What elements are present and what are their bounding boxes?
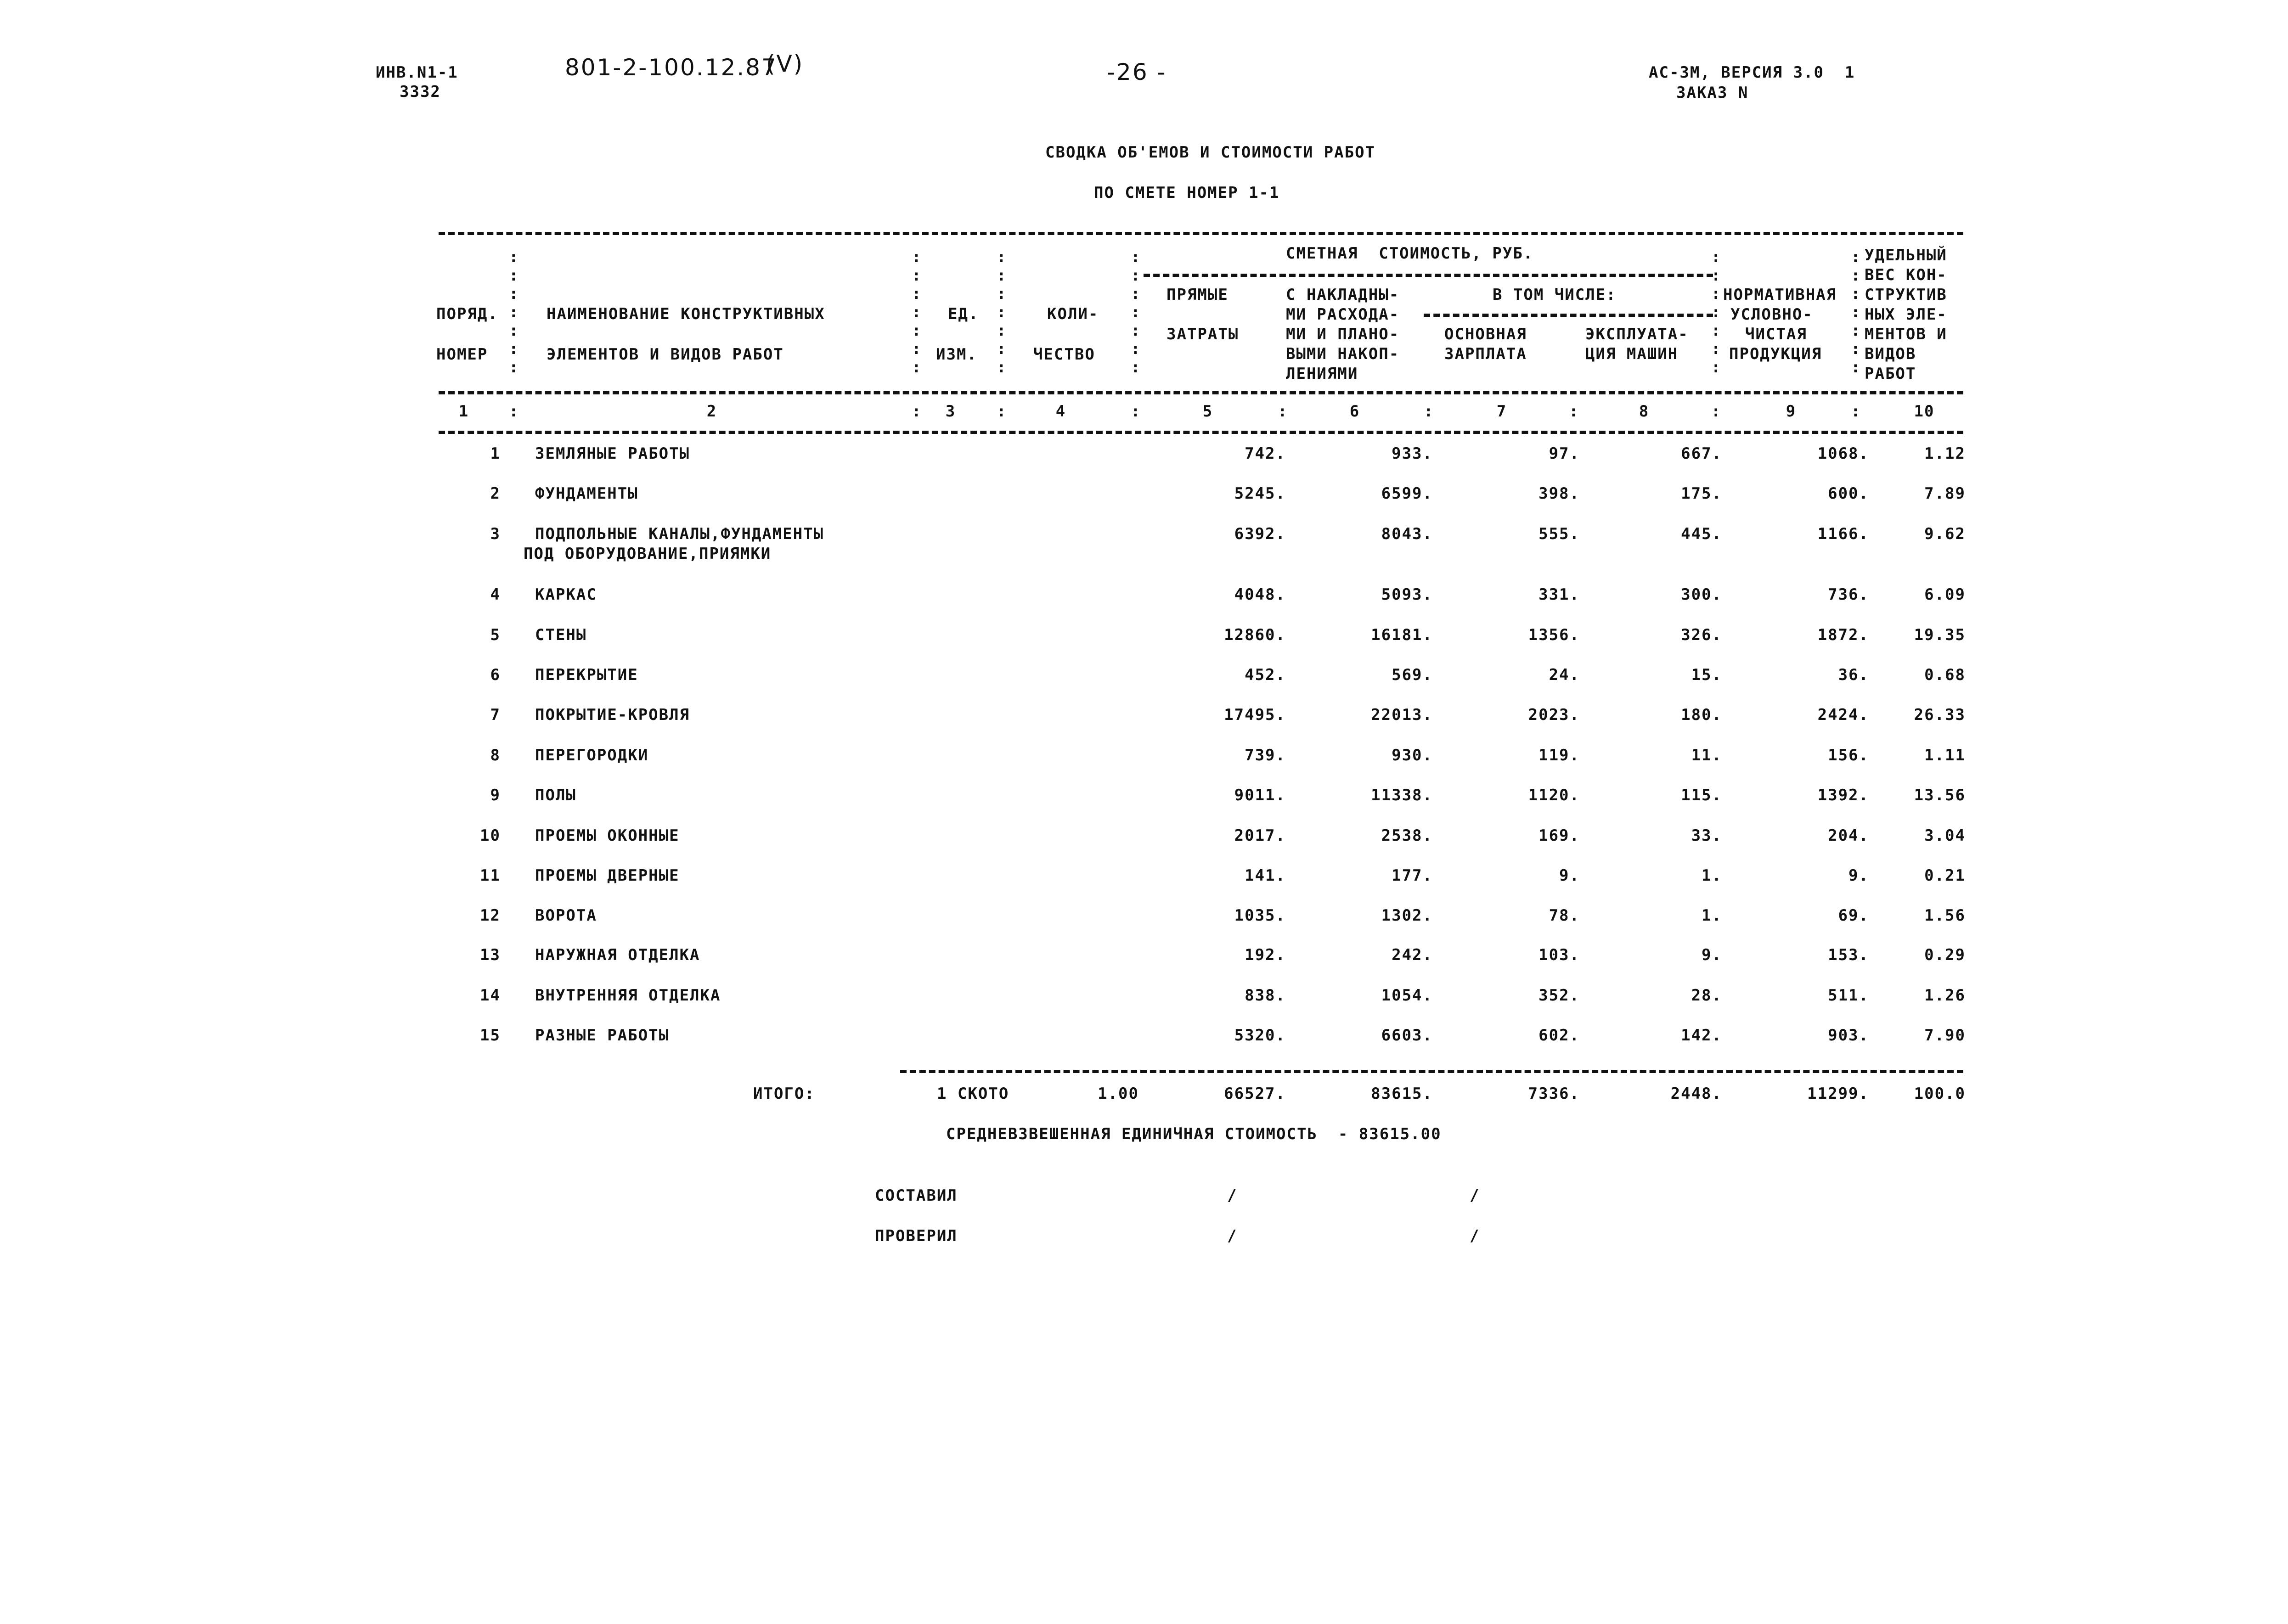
row-name-continuation: ПОД ОБОРУДОВАНИЕ,ПРИЯМКИ [524,545,772,563]
row-number: 11 [480,866,501,885]
cell-direct: 1035. [1234,906,1286,925]
average-cost-line: СРЕДНЕВЗВЕШЕННАЯ ЕДИНИЧНАЯ СТОИМОСТЬ - 83615.00 [946,1125,1442,1143]
total-share: 100.0 [1914,1085,1966,1103]
row-name: НАРУЖНАЯ ОТДЕЛКА [535,946,700,964]
cell-overhead: 22013. [1371,706,1433,724]
row-number: 14 [480,986,501,1005]
cell-product: 600. [1828,484,1869,503]
cell-direct: 2017. [1234,826,1286,845]
column-number: 3 [945,402,956,421]
cell-direct: 5320. [1234,1026,1286,1045]
row-number: 13 [480,946,501,964]
checked-by-label: ПРОВЕРИЛ [875,1227,958,1245]
cell-salary: 398. [1538,484,1580,503]
cell-machines: 11. [1691,746,1722,764]
cell-product: 36. [1838,666,1869,684]
inventory-label: ИНВ.N1-1 [376,63,458,82]
page-number: -26 - [1107,59,1167,85]
cell-direct: 739. [1245,746,1286,764]
col-header-7b: ЗАРПЛАТА [1444,345,1527,363]
col-header-9a: НОРМАТИВНАЯ [1723,286,1837,304]
col-header-4a: КОЛИ- [1047,305,1099,323]
incl-group-header: В ТОМ ЧИСЛЕ: [1493,286,1617,304]
col-header-4b: ЧЕСТВО [1033,345,1095,364]
cell-product: 2424. [1817,706,1869,724]
project-code: 801-2-100.12.87 [565,54,778,81]
cell-share: 1.26 [1924,986,1966,1005]
cell-overhead: 242. [1392,946,1433,964]
cell-overhead: 177. [1392,866,1433,885]
compiled-slash-2: / [1470,1186,1480,1205]
cell-overhead: 933. [1392,444,1433,463]
cell-direct: 452. [1245,666,1286,684]
cell-share: 1.12 [1924,444,1966,463]
cell-salary: 97. [1549,444,1580,463]
cell-direct: 17495. [1224,706,1286,724]
table-top-rule [439,232,1963,235]
cell-share: 0.68 [1924,666,1966,684]
column-number: 7 [1496,402,1507,421]
row-name: ВОРОТА [535,906,597,925]
row-name: РАЗНЫЕ РАБОТЫ [535,1026,670,1045]
col-header-9c: ЧИСТАЯ [1745,325,1807,343]
row-name: ПЕРЕКРЫТИЕ [535,666,638,684]
project-variant: (V) [766,51,804,77]
cell-machines: 142. [1681,1026,1722,1045]
cell-salary: 602. [1538,1026,1580,1045]
cell-machines: 300. [1681,585,1722,604]
cell-machines: 175. [1681,484,1722,503]
cell-machines: 15. [1691,666,1722,684]
column-number: 1 [458,402,469,421]
row-number: 8 [490,746,501,764]
row-name: ПРОЕМЫ ОКОННЫЕ [535,826,680,845]
cell-salary: 78. [1549,906,1580,925]
cell-product: 156. [1828,746,1869,764]
cell-overhead: 930. [1392,746,1433,764]
cell-salary: 1356. [1528,626,1580,644]
cell-salary: 352. [1538,986,1580,1005]
cell-direct: 838. [1245,986,1286,1005]
col-header-6d: ВЫМИ НАКОП- [1286,345,1400,363]
cell-share: 19.35 [1914,626,1966,644]
cell-salary: 119. [1538,746,1580,764]
cell-share: 7.90 [1924,1026,1966,1045]
col-header-6c: МИ И ПЛАНО- [1286,325,1400,343]
cell-machines: 115. [1681,786,1722,804]
total-salary: 7336. [1528,1085,1580,1103]
row-number: 9 [490,786,501,804]
compiled-by-label: СОСТАВИЛ [875,1186,958,1205]
col-header-10e: МЕНТОВ И [1865,325,1947,343]
cell-salary: 169. [1538,826,1580,845]
cell-share: 1.11 [1924,746,1966,764]
col-header-10a: УДЕЛЬНЫЙ [1865,246,1947,264]
row-name: ПЕРЕГОРОДКИ [535,746,649,764]
total-overhead: 83615. [1371,1085,1433,1103]
row-number: 2 [490,484,501,503]
cell-product: 69. [1838,906,1869,925]
cell-product: 1872. [1817,626,1869,644]
total-rule [900,1070,1963,1073]
cell-direct: 6392. [1234,525,1286,543]
cell-machines: 180. [1681,706,1722,724]
cell-salary: 555. [1538,525,1580,543]
cell-salary: 9. [1559,866,1580,885]
col-header-3b: ИЗМ. [936,345,977,364]
cell-product: 1392. [1817,786,1869,804]
cell-product: 736. [1828,585,1869,604]
col-header-5a: ПРЯМЫЕ [1167,286,1229,304]
column-number: 6 [1349,402,1360,421]
col-header-6e: ЛЕНИЯМИ [1286,365,1358,383]
cell-share: 3.04 [1924,826,1966,845]
column-number: 8 [1639,402,1650,421]
cell-share: 13.56 [1914,786,1966,804]
row-number: 6 [490,666,501,684]
checked-slash-1: / [1227,1227,1238,1245]
total-direct: 66527. [1224,1085,1286,1103]
cell-machines: 1. [1702,906,1722,925]
cell-direct: 742. [1245,444,1286,463]
total-machines: 2448. [1670,1085,1722,1103]
row-number: 15 [480,1026,501,1045]
row-number: 5 [490,626,501,644]
row-number: 7 [490,706,501,724]
cell-direct: 192. [1245,946,1286,964]
cell-overhead: 5093. [1381,585,1433,604]
col-header-3a: ЕД. [948,305,979,323]
col-header-9d: ПРОДУКЦИЯ [1729,345,1822,363]
cell-overhead: 16181. [1371,626,1433,644]
cell-salary: 331. [1538,585,1580,604]
cell-direct: 141. [1245,866,1286,885]
cell-product: 511. [1828,986,1869,1005]
total-label: ИТОГО: [753,1085,815,1103]
cell-machines: 445. [1681,525,1722,543]
row-number: 4 [490,585,501,604]
total-qty: 1.00 [1098,1085,1139,1103]
col-header-10g: РАБОТ [1865,365,1916,383]
col-header-10d: НЫХ ЭЛЕ- [1865,305,1947,324]
cell-salary: 1120. [1528,786,1580,804]
cell-product: 9. [1848,866,1869,885]
cell-overhead: 1054. [1381,986,1433,1005]
cell-salary: 24. [1549,666,1580,684]
cell-product: 903. [1828,1026,1869,1045]
row-number: 10 [480,826,501,845]
cell-overhead: 8043. [1381,525,1433,543]
cell-share: 26.33 [1914,706,1966,724]
col-header-9b: УСЛОВНО- [1730,305,1813,324]
column-number-rule [439,431,1963,434]
cell-direct: 12860. [1224,626,1286,644]
col-header-6a: С НАКЛАДНЫ- [1286,286,1400,304]
col-header-7a: ОСНОВНАЯ [1444,325,1527,343]
cell-direct: 9011. [1234,786,1286,804]
row-name: ВНУТРЕННЯЯ ОТДЕЛКА [535,986,721,1005]
column-number: 2 [706,402,717,421]
row-name: ПОЛЫ [535,786,576,804]
cell-product: 153. [1828,946,1869,964]
cost-group-header: СМЕТНАЯ СТОИМОСТЬ, РУБ. [1286,244,1534,263]
cell-share: 9.62 [1924,525,1966,543]
page-subtitle: ПО СМЕТЕ НОМЕР 1-1 [1094,184,1280,202]
inventory-number: 3332 [400,83,441,101]
row-number: 1 [490,444,501,463]
cell-share: 6.09 [1924,585,1966,604]
column-number: 10 [1914,402,1935,421]
column-number: 9 [1786,402,1797,421]
col-header-8a: ЭКСПЛУАТА- [1585,325,1689,343]
checked-slash-2: / [1470,1227,1480,1245]
cell-overhead: 11338. [1371,786,1433,804]
row-number: 3 [490,525,501,543]
row-number: 12 [480,906,501,925]
cell-direct: 5245. [1234,484,1286,503]
col-header-8b: ЦИЯ МАШИН [1585,345,1679,363]
row-name: ПОКРЫТИЕ-КРОВЛЯ [535,706,690,724]
col-header-6b: МИ РАСХОДА- [1286,305,1400,324]
cell-overhead: 2538. [1381,826,1433,845]
row-name: ЗЕМЛЯНЫЕ РАБОТЫ [535,444,690,463]
cell-machines: 28. [1691,986,1722,1005]
cell-machines: 667. [1681,444,1722,463]
row-name: СТЕНЫ [535,626,587,644]
cell-machines: 9. [1702,946,1722,964]
cell-overhead: 6599. [1381,484,1433,503]
row-name: ПРОЕМЫ ДВЕРНЫЕ [535,866,680,885]
column-number: 5 [1202,402,1213,421]
col-header-10c: СТРУКТИВ [1865,286,1947,304]
page-title: СВОДКА ОБ'ЕМОВ И СТОИМОСТИ РАБОТ [1045,143,1376,162]
order-label: ЗАКАЗ N [1676,84,1749,102]
cell-product: 1166. [1817,525,1869,543]
cell-share: 1.56 [1924,906,1966,925]
cell-overhead: 1302. [1381,906,1433,925]
col-header-1a: ПОРЯД. [436,305,498,323]
cell-share: 0.21 [1924,866,1966,885]
row-name: КАРКАС [535,585,597,604]
column-number: 4 [1055,402,1066,421]
cell-salary: 103. [1538,946,1580,964]
cell-product: 1068. [1817,444,1869,463]
col-header-1b: НОМЕР [436,345,488,364]
col-header-10f: ВИДОВ [1865,345,1916,363]
cell-salary: 2023. [1528,706,1580,724]
compiled-slash-1: / [1227,1186,1238,1205]
cell-machines: 1. [1702,866,1722,885]
system-version: АС-3М, ВЕРСИЯ 3.0 1 [1649,63,1855,82]
cell-direct: 4048. [1234,585,1286,604]
col-header-2b: ЭЛЕМЕНТОВ И ВИДОВ РАБОТ [547,345,784,364]
cell-share: 0.29 [1924,946,1966,964]
total-unit: 1 СКОТО [937,1085,1009,1103]
cell-share: 7.89 [1924,484,1966,503]
cell-machines: 326. [1681,626,1722,644]
col-header-5b: ЗАТРАТЫ [1167,325,1239,343]
row-name: ФУНДАМЕНТЫ [535,484,638,503]
total-product: 11299. [1807,1085,1869,1103]
cell-overhead: 6603. [1381,1026,1433,1045]
cell-machines: 33. [1691,826,1722,845]
row-name: ПОДПОЛЬНЫЕ КАНАЛЫ,ФУНДАМЕНТЫ [535,525,824,543]
header-bottom-rule [439,391,1963,394]
col-header-10b: ВЕС КОН- [1865,266,1947,284]
cell-product: 204. [1828,826,1869,845]
cell-overhead: 569. [1392,666,1433,684]
col-header-2a: НАИМЕНОВАНИЕ КОНСТРУКТИВНЫХ [547,305,825,323]
